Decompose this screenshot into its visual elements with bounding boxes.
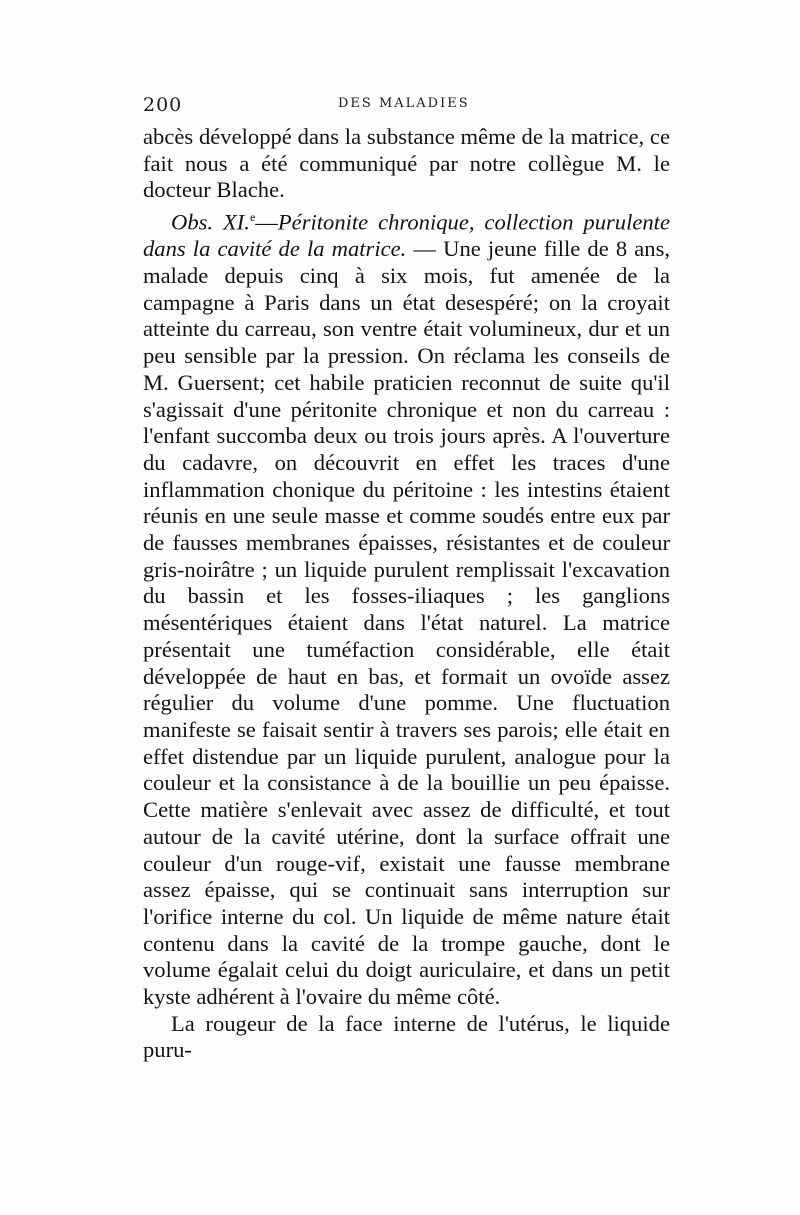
observation-superscript: e [249, 210, 256, 225]
body-text [143, 124, 670, 1064]
observation-body: — Une jeune fille de 8 ans, malade depuis cinq à six mois, fut amenée de la campagne à Paris dans un état desespéré; on la croyait atteinte du carreau, son ventre était volumineux, dur et un peu sensible par la pression. On réclama les conseils de M. Guersent; cet habile praticien reconnut de suite qu'il s'agissait d'une péritonite chronique et non du carreau : l'enfant succomba deux ou trois jours après. A l'ouverture du cadavre, on découvrit en effet les traces d'une inflammation chonique du péritoine : les intestins étaient réunis en une seule masse et comme soudés entre eux par de fausses membranes épaisses, résistantes et de couleur gris-noirâtre ; un liquide purulent remplissait l'excavation du bassin et les fosses-iliaques ; les ganglions mésentériques étaient dans l'état naturel. La matrice présentait une tuméfaction considérable, elle était développée de haut en bas, et formait un ovoïde assez régulier du volume d'une pomme. Une fluctuation manifeste se faisait sentir à travers ses parois; elle était en effet distendue par un liquide purulent, analogue pour la couleur et la consistance à de la bouillie un peu épaisse. Cette matière s'enlevait avec assez de difficulté, et tout autour de la cavité utérine, dont la surface offrait une couleur d'un rouge-vif, existait une fausse membrane assez épaisse, qui se continuait sans interruption sur l'orifice interne du col. Un liquide de même nature était contenu dans la cavité de la trompe gauche, dont le volume égalait celui du doigt auriculaire, et dans un petit kyste adhérent à l'ovaire du même côté. [143, 236, 671, 1010]
paragraph-observation [143, 204, 670, 1011]
page-header [143, 94, 670, 116]
page-number: 200 [143, 94, 183, 116]
observation-dash: — [255, 209, 278, 235]
observation-label: Obs. XI. [171, 209, 250, 235]
running-head: DES MALADIES [338, 96, 470, 111]
paragraph-continuation: abcès développé dans la substance même de la matrice, ce fait nous a été communiqué par notre collègue M. le docteur Blache. [143, 124, 670, 203]
observation-title: Péritonite chronique, collection purulente dans la cavité de la matrice. [143, 209, 670, 262]
paragraph-next: La rougeur de la face interne de l'utérus, le liquide puru- [143, 1010, 670, 1063]
